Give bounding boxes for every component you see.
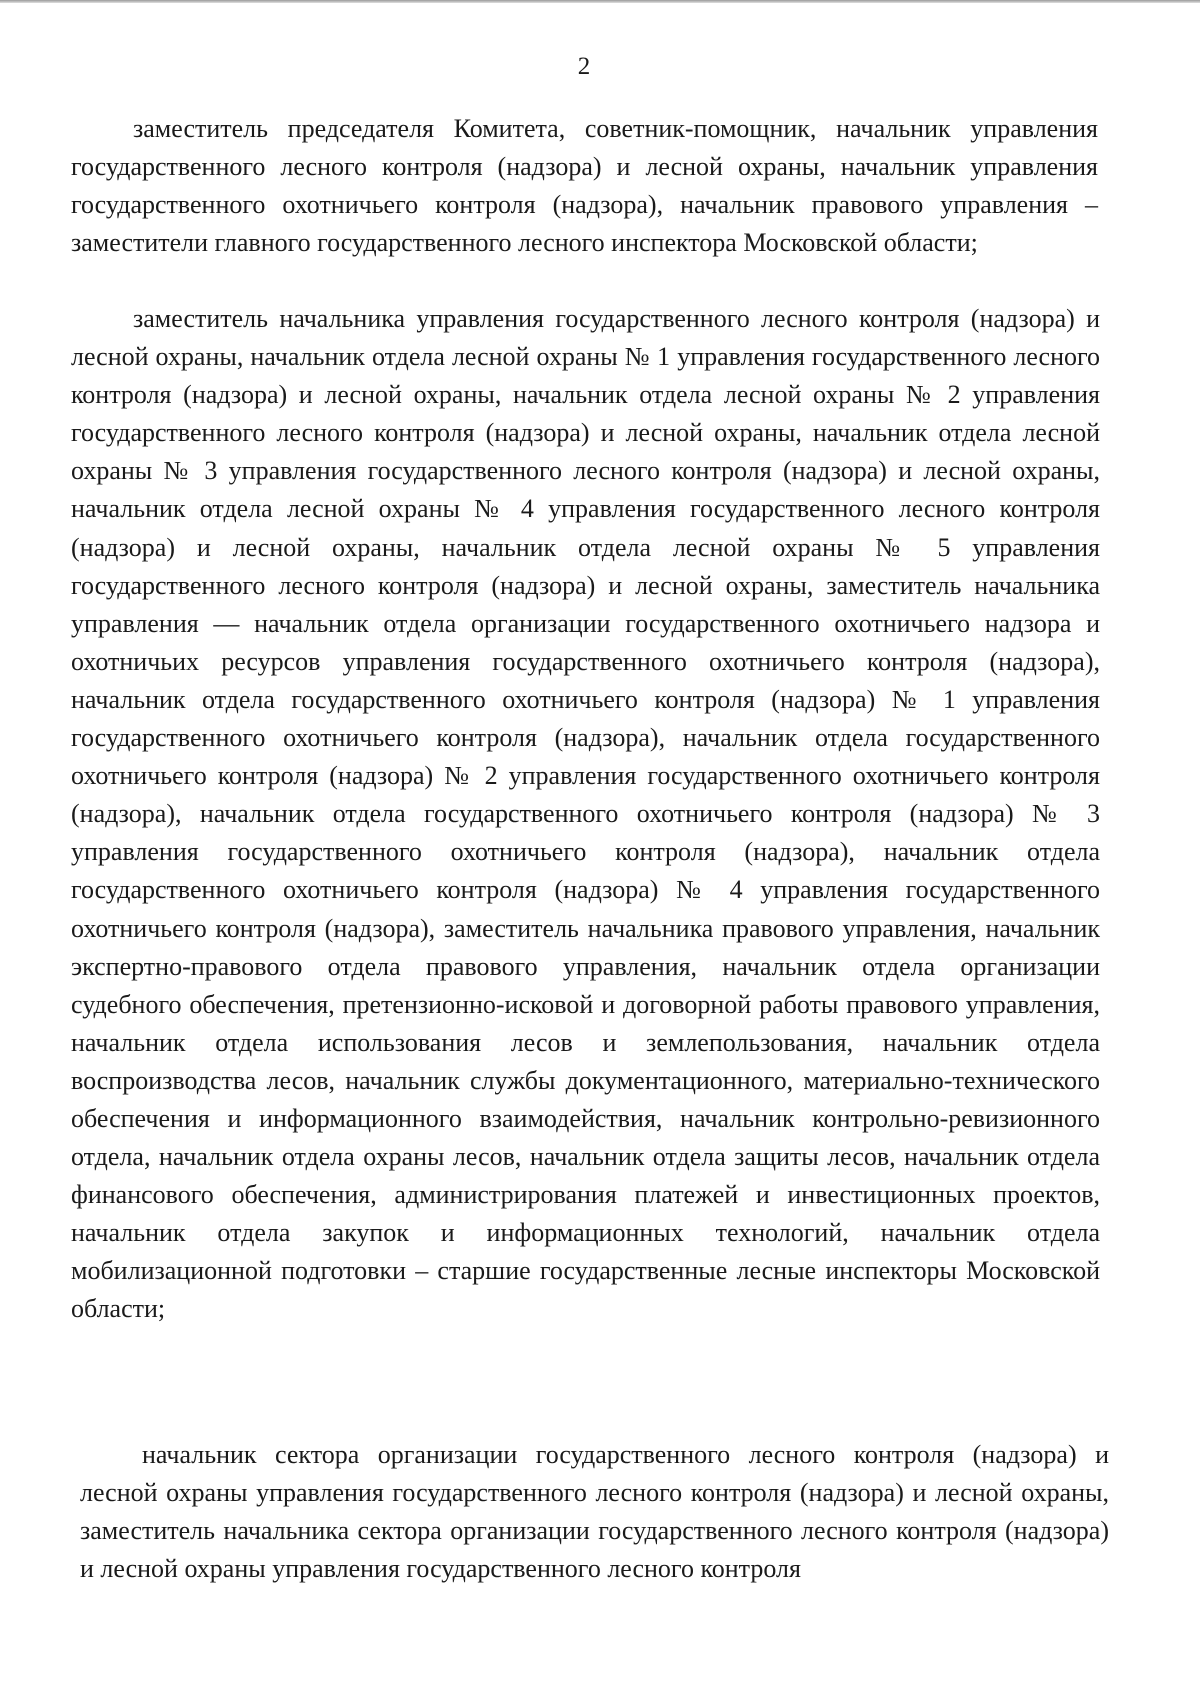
page-number: 2: [577, 53, 591, 80]
paragraph-senior-inspectors: заместитель начальника управления государственного лесного контроля (надзора) и лесной охраны, начальник отдела лесной охраны № 1 управления государственного лесного контроля (надзора) и лесной охраны, начальник отдела лесной охраны № 2 управления государственного лесного контроля (надзора) и лесной охраны, начальник отдела лесной охраны № 3 управления государственного лесного контроля (надзора) и лесной охраны, начальник отдела лесной охраны № 4 управления государственного лесного контроля (надзора) и лесной охраны, начальник отдела лесной охраны № 5 управления государственного лесного контроля (надзора) и лесной охраны, заместитель начальника управления — начальник отдела организации государственного охотничьего надзора и охотничьих ресурсов управления государственного охотничьего контроля (надзора), начальник отдела государственного охотничьего контроля (надзора) № 1 управления государственного охотничьего контроля (надзора), начальник отдела государственного охотничьего контроля (надзора) № 2 управления государственного охотничьего контроля (надзора), начальник отдела государственного охотничьего контроля (надзора) № 3 управления государственного охотничьего контроля (надзора), начальник отдела государственного охотничьего контроля (надзора) № 4 управления государственного охотничьего контроля (надзора), заместитель начальника правового управления, начальник экспертно-правового отдела правового управления, начальник отдела организации судебного обеспечения, претензионно-исковой и договорной работы правового управления, начальник отдела использования лесов и землепользования, начальник отдела воспроизводства лесов, начальник службы документационного, материально-технического обеспечения и информационного взаимодействия, начальник контрольно-ревизионного отдела, начальник отдела охраны лесов, начальник отдела защиты лесов, начальник отдела финансового обеспечения, администрирования платежей и инвестиционных проектов, начальник отдела закупок и информационных технологий, начальник отдела мобилизационной подготовки – старшие государственные лесные инспекторы Московской области;: [71, 304, 1100, 1324]
paragraph-deputies-chief-inspector: заместитель председателя Комитета, советник-помощник, начальник управления государственного лесного контроля (надзора) и лесной охраны, начальник управления государственного охотничьего контроля (надзора), начальник правового управления – заместители главного государственного лесного инспектора Московской области;: [71, 114, 1098, 258]
scan-top-edge: [0, 0, 1200, 3]
paragraph-sector-heads: начальник сектора организации государственного лесного контроля (надзора) и лесной охраны управления государственного лесного контроля (надзора) и лесной охраны, заместитель начальника сектора организации государственного лесного контроля (надзора) и лесной охраны управления государственного лесного контроля: [80, 1440, 1109, 1584]
